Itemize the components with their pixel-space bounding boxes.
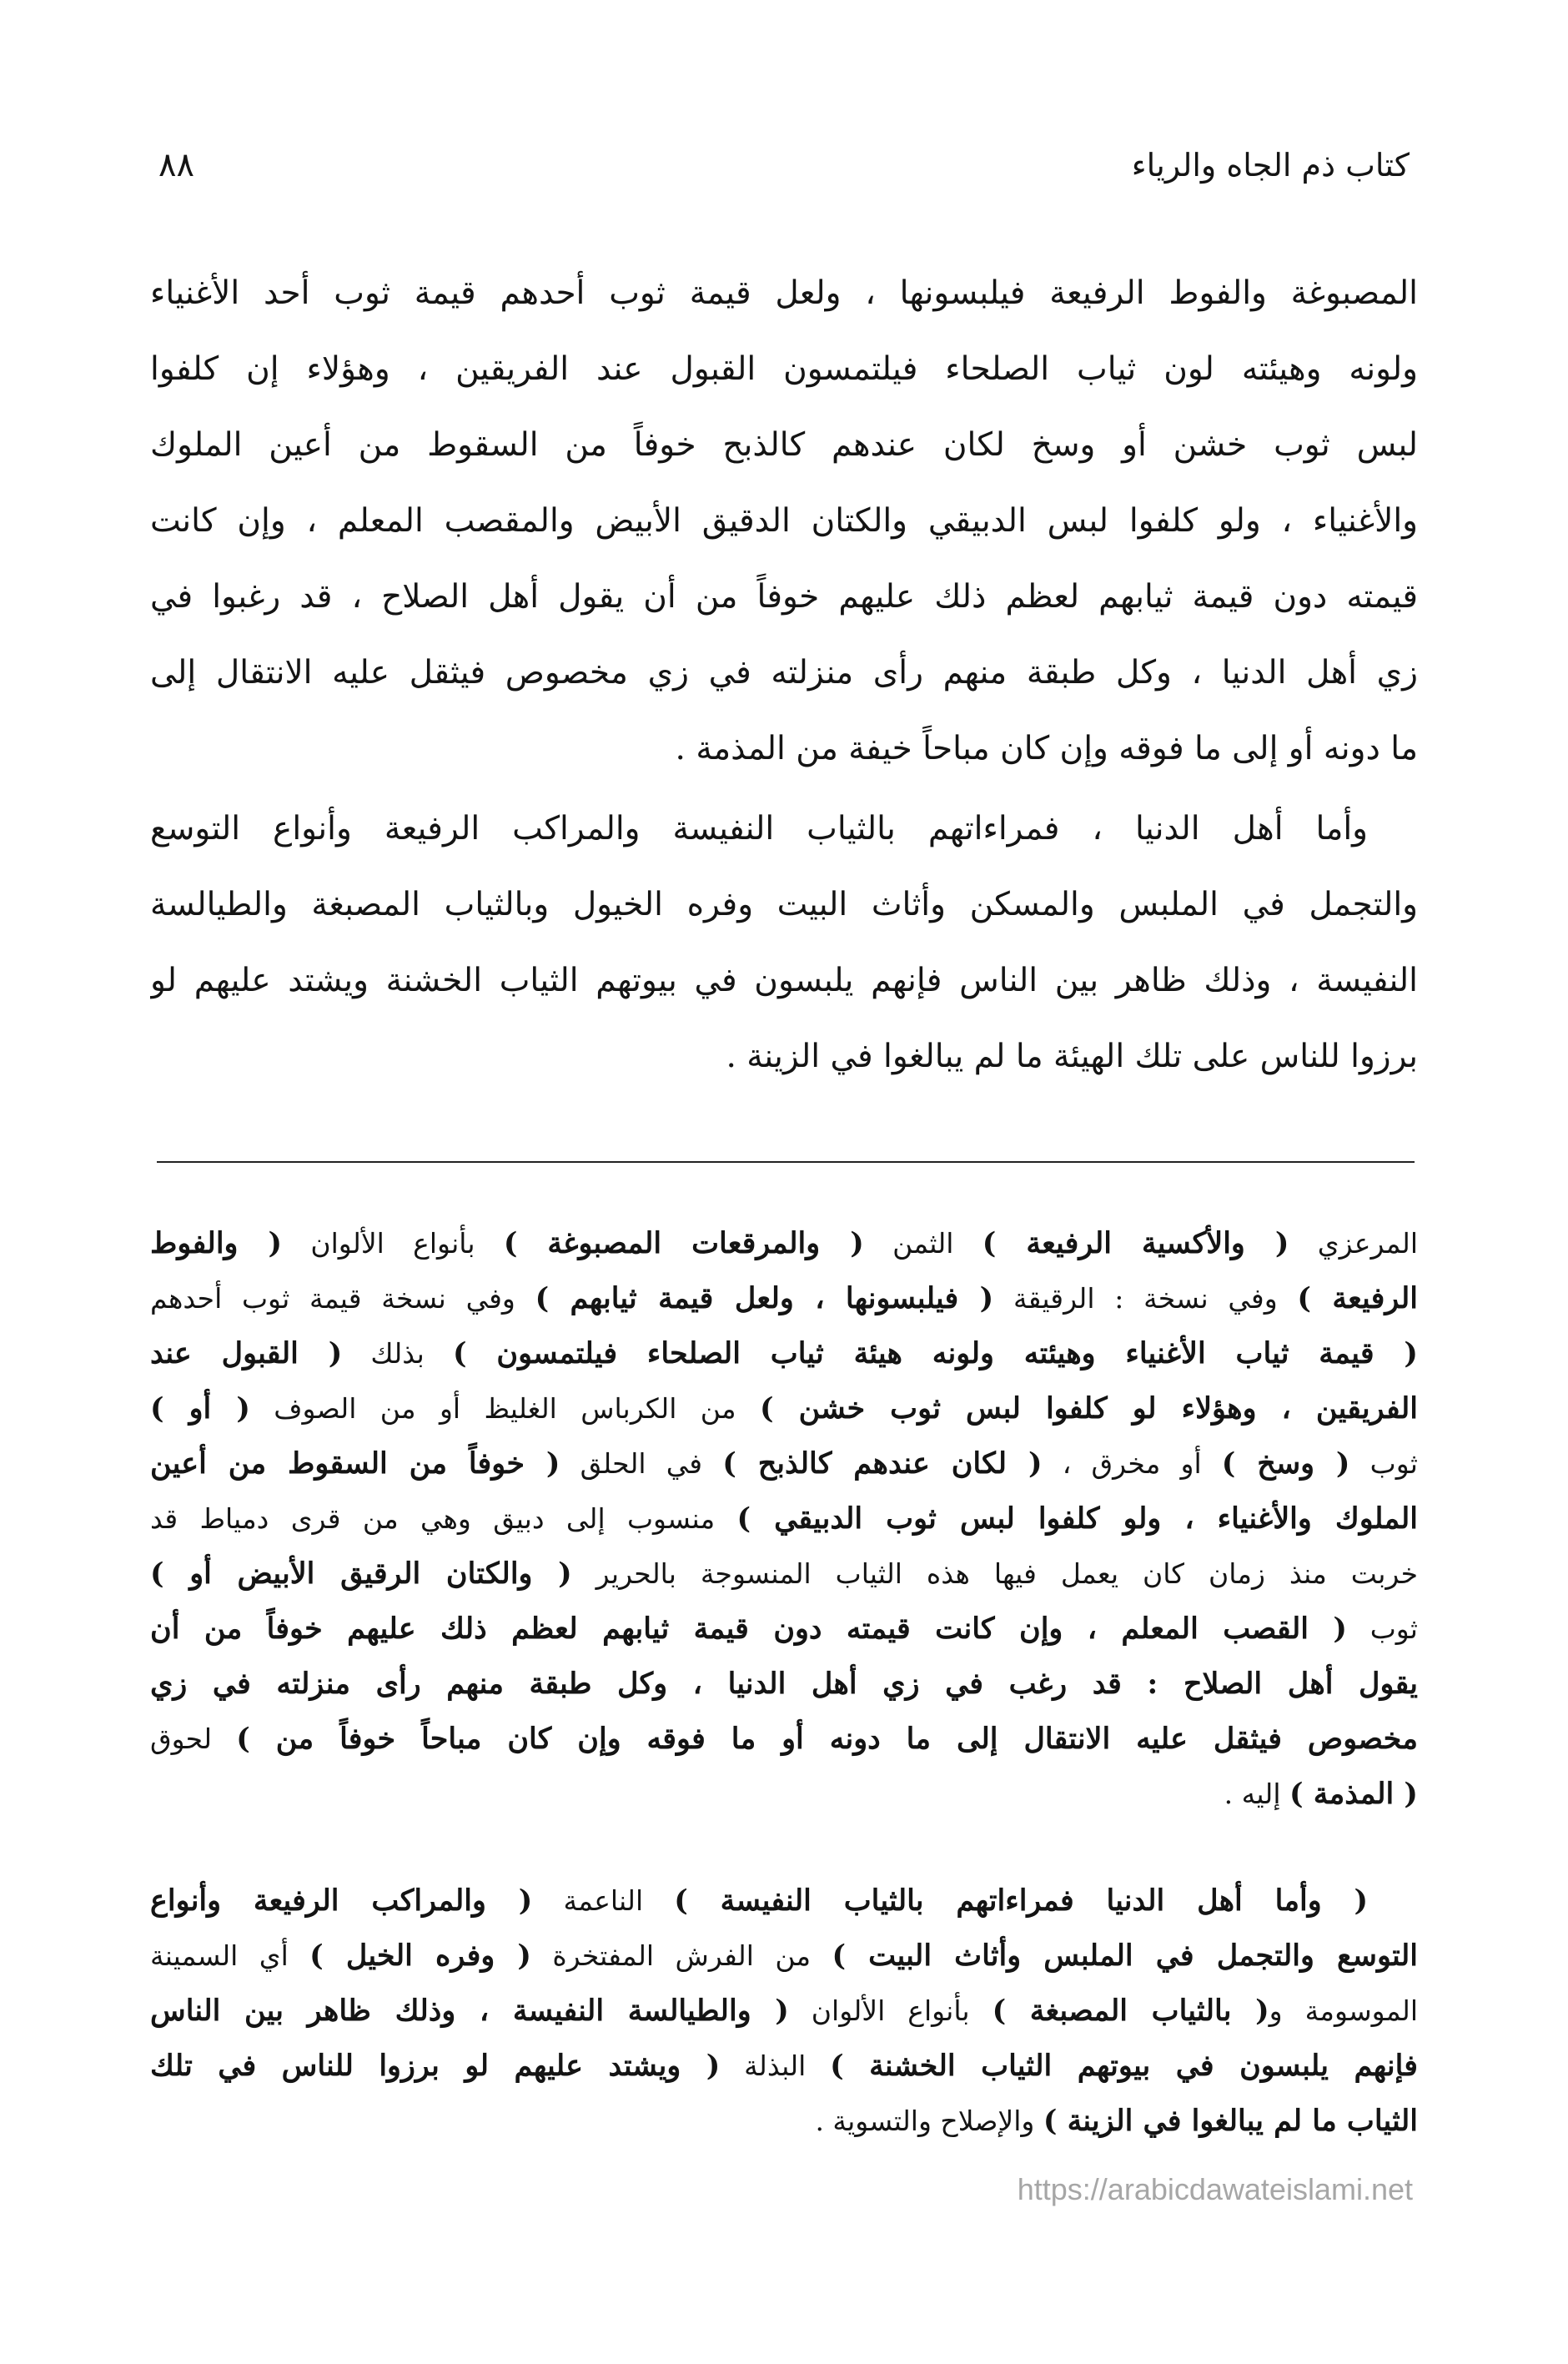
- running-title: كتاب ذم الجاه والرياء: [1131, 147, 1410, 184]
- quoted-phrase: ( القصب المعلم ، وإن كانت قيمته دون قيمة ثيابهم لعظم ذلك عليهم خوفاً من أن: [150, 1612, 1347, 1646]
- quoted-phrase: ( المذمة ): [1289, 1777, 1418, 1811]
- commentary-line: [150, 1491, 1418, 1547]
- commentary-line: [150, 1712, 1418, 1767]
- commentary-text: والإصلاح والتسوية .: [815, 2105, 1043, 2137]
- commentary-text: منسوب إلى دبيق وهي من قرى دمياط قد: [150, 1502, 737, 1535]
- quoted-phrase: الفريقين ، وهؤلاء لو كلفوا لبس ثوب خشن ): [759, 1391, 1418, 1426]
- commentary-text: المرعزي: [1289, 1227, 1418, 1260]
- quoted-phrase: الثياب ما لم يبالغوا في الزينة ): [1043, 2104, 1418, 2138]
- quoted-phrase: ( بالثياب المصبغة ): [992, 1994, 1269, 2028]
- main-text-line: والأغنياء ، ولو كلفوا لبس الدبيقي والكتان الدقيق الأبيض والمقصب المعلم ، وإن كانت: [150, 502, 1418, 540]
- commentary-line: [150, 1929, 1418, 1984]
- quoted-phrase: ( والأكسية الرفيعة ): [982, 1226, 1289, 1260]
- commentary-line: [150, 1547, 1418, 1602]
- quoted-phrase: ( قيمة ثياب الأغنياء وهيئته ولونه هيئة ثياب الصلحاء فيلتمسون ): [452, 1336, 1418, 1371]
- quoted-phrase: مخصوص فيثقل عليه الانتقال إلى ما دونه أو ما فوقه وإن كان مباحاً خوفاً من ): [236, 1722, 1418, 1756]
- commentary-text: من الفرش المفتخرة: [530, 1939, 832, 1972]
- quoted-phrase: الرفيعة ): [1297, 1281, 1418, 1315]
- commentary-line: [150, 1326, 1418, 1381]
- quoted-phrase: ( ويشتد عليهم لو برزوا للناس في تلك: [150, 2049, 721, 2083]
- footnote-divider: [157, 1161, 1415, 1163]
- commentary-text: لحوق: [150, 1723, 237, 1755]
- commentary-line: [150, 1874, 1418, 1929]
- commentary-line: [150, 2039, 1418, 2094]
- commentary-text: خربت منذ زمان كان يعمل فيها هذه الثياب المنسوجة بالحرير: [571, 1557, 1418, 1590]
- commentary-line: [150, 1767, 1418, 1822]
- commentary-text: البذلة: [720, 2050, 831, 2082]
- main-text-line: لبس ثوب خشن أو وسخ لكان عندهم كالذبح خوفاً من السقوط من أعين الملوك: [150, 426, 1418, 464]
- page-number: ٨٨: [158, 146, 194, 184]
- quoted-phrase: ( والمراكب الرفيعة وأنواع: [150, 1884, 533, 1918]
- quoted-phrase: ( وأما أهل الدنيا فمراءاتهم بالثياب النفيسة ): [674, 1884, 1368, 1918]
- quoted-phrase: ( والطيالسة النفيسة ، وذلك ظاهر بين الناس: [150, 1994, 789, 2028]
- commentary-text: الثمن: [863, 1227, 983, 1260]
- commentary-text: ثوب: [1346, 1612, 1418, 1645]
- commentary-paragraph-2: [150, 1874, 1418, 2149]
- commentary-text: ثوب: [1349, 1447, 1418, 1480]
- commentary-line: [150, 1381, 1418, 1436]
- quoted-phrase: ( فيلبسونها ، ولعل قيمة ثيابهم ): [535, 1281, 994, 1315]
- quoted-phrase: ( أو ): [150, 1391, 250, 1426]
- quoted-phrase: ( لكان عندهم كالذبح ): [722, 1446, 1043, 1481]
- quoted-phrase: ( والفوط: [150, 1226, 283, 1260]
- main-text-line: زي أهل الدنيا ، وكل طبقة منهم رأى منزلته في زي مخصوص فيثقل عليه الانتقال إلى: [150, 654, 1418, 692]
- main-text-segment: وأما أهل الدنيا ، فمراءاتهم بالثياب النفيسة والمراكب الرفيعة وأنواع التوسع: [150, 810, 1368, 848]
- source-watermark: https://arabicdawateislami.net: [1017, 2172, 1413, 2206]
- commentary-text: أو مخرق ،: [1042, 1447, 1222, 1480]
- main-text-line: برزوا للناس على تلك الهيئة ما لم يبالغوا في الزينة .: [726, 1038, 1418, 1075]
- main-text-line: [150, 791, 1418, 867]
- main-text-line: قيمته دون قيمة ثيابهم لعظم ذلك عليهم خوفاً من أن يقول أهل الصلاح ، قد رغبوا في: [150, 578, 1418, 616]
- main-paragraph-2: [150, 791, 1418, 1094]
- quoted-phrase: فإنهم يلبسون في بيوتهم الثياب الخشنة ): [830, 2049, 1418, 2083]
- quoted-phrase: ( والمرقعات المصبوغة ): [503, 1226, 864, 1260]
- commentary-line: [150, 1657, 1418, 1712]
- commentary-line: [150, 1602, 1418, 1657]
- quoted-phrase: ( والكتان الرقيق الأبيض أو ): [150, 1557, 572, 1591]
- quoted-phrase: ( وفره الخيل ): [309, 1939, 531, 1973]
- commentary-line: [150, 1436, 1418, 1491]
- quoted-phrase: ( وسخ ): [1221, 1446, 1350, 1481]
- commentary-text: في الحلق: [560, 1447, 723, 1480]
- quoted-phrase: ( القبول عند: [150, 1336, 343, 1371]
- commentary-line: [150, 2094, 1418, 2149]
- commentary-text: الناعمة: [532, 1884, 675, 1917]
- commentary-text: وفي نسخة قيمة ثوب أحدهم: [150, 1282, 535, 1315]
- commentary-text: بذلك: [342, 1337, 453, 1370]
- main-paragraph-1: [150, 255, 1418, 787]
- main-text-line: المصبوغة والفوط الرفيعة فيلبسونها ، ولعل قيمة ثوب أحدهم قيمة ثوب أحد الأغنياء: [150, 274, 1418, 312]
- main-text-line: النفيسة ، وذلك ظاهر بين الناس فإنهم يلبسون في بيوتهم الثياب الخشنة ويشتد عليهم لو: [150, 962, 1418, 999]
- commentary-text: من الكرباس الغليظ أو من الصوف: [249, 1392, 760, 1425]
- main-text-line: ولونه وهيئته لون ثياب الصلحاء فيلتمسون القبول عند الفريقين ، وهؤلاء إن كلفوا: [150, 350, 1418, 388]
- commentary-line: [150, 1984, 1418, 2039]
- commentary-paragraph-1: [150, 1216, 1418, 1822]
- commentary-line: [150, 1216, 1418, 1271]
- commentary-text: وفي نسخة : الرقيقة: [993, 1282, 1298, 1315]
- page-header: [158, 140, 1410, 199]
- commentary-text: بأنواع الألوان: [788, 1994, 993, 2027]
- quoted-phrase: ( خوفاً من السقوط من أعين: [150, 1446, 560, 1481]
- quoted-phrase: التوسع والتجمل في الملبس وأثاث البيت ): [832, 1939, 1418, 1973]
- commentary-text: بأنواع الألوان: [282, 1227, 504, 1260]
- commentary-text: إليه .: [1224, 1778, 1289, 1810]
- quoted-phrase: الملوك والأغنياء ، ولو كلفوا لبس ثوب الدبيقي ): [736, 1501, 1418, 1536]
- commentary-text: أي السمينة: [150, 1939, 310, 1972]
- main-text-line: والتجمل في الملبس والمسكن وأثاث البيت وفره الخيول وبالثياب المصبغة والطيالسة: [150, 886, 1418, 923]
- commentary-text: الموسومة و: [1269, 1994, 1418, 2027]
- commentary-line: [150, 1271, 1418, 1326]
- quoted-phrase: يقول أهل الصلاح : قد رغب في زي أهل الدنيا ، وكل طبقة منهم رأى منزلته في زي: [150, 1667, 1418, 1701]
- main-text-line: ما دونه أو إلى ما فوقه وإن كان مباحاً خيفة من المذمة .: [675, 730, 1418, 767]
